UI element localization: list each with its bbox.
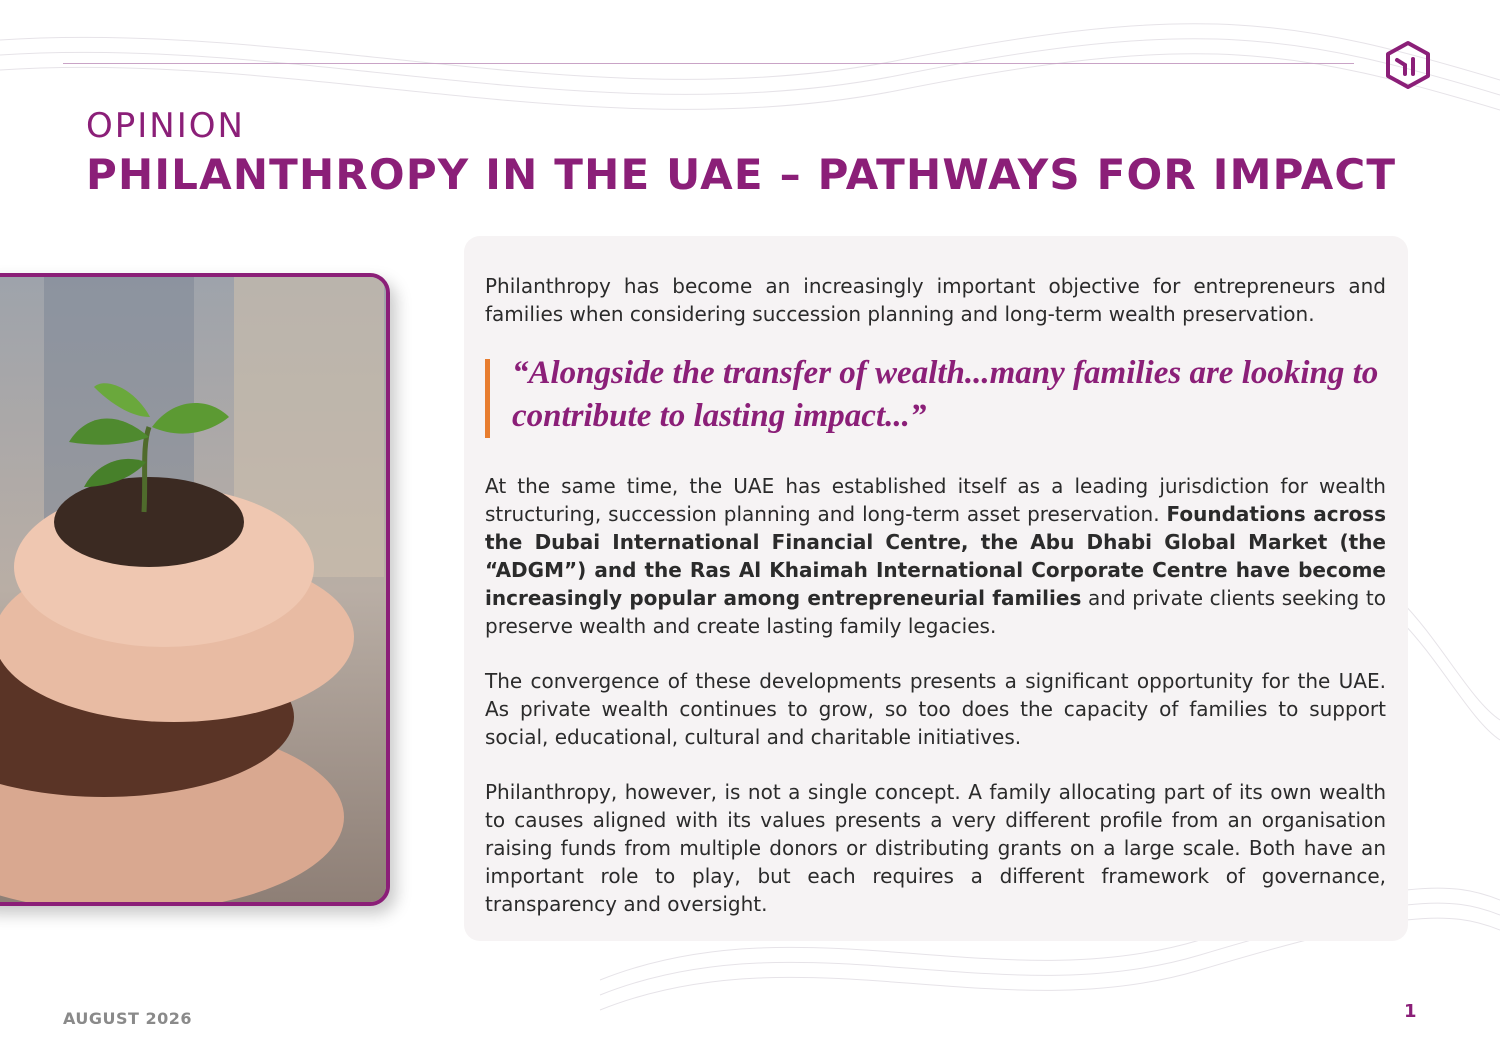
paragraph-2-bold: Foundations across the Dubai International Financial Centre, the Abu Dhabi Global Market (the “ADGM”) and the Ras Al Khaimah International Corporate Centre have become increasingly popular among entrepreneurial families xyxy=(485,502,1386,610)
paragraph-2-start: At the same time, the UAE has established itself as a leading jurisdiction for wealth structuring, succession planning and long-term asset preservation. xyxy=(485,474,1386,526)
article-card xyxy=(464,236,1408,941)
paragraph-2 xyxy=(485,472,1386,640)
paragraph-4: Philanthropy, however, is not a single concept. A family allocating part of its own wealth to causes aligned with its values presents a very different profile from an organisation raising funds from multiple donors or distributing grants on a large scale. Both have an important role to play, but each requires a different framework of governance, transparency and oversight. xyxy=(485,780,1386,916)
hexagon-logo-icon xyxy=(1383,40,1433,90)
seedling-in-hands-photo xyxy=(0,273,390,906)
paragraph-2-end: and private clients seeking to preserve wealth and create lasting family legacies. xyxy=(485,586,1386,638)
top-divider xyxy=(63,63,1354,64)
footer-date: AUGUST 2026 xyxy=(63,1009,193,1028)
page-number: 1 xyxy=(1404,1001,1417,1022)
page-title: PHILANTHROPY IN THE UAE – PATHWAYS FOR IMPACT xyxy=(86,150,1397,199)
intro-paragraph: Philanthropy has become an increasingly important objective for entrepreneurs and families when considering succession planning and long-term wealth preservation. xyxy=(485,274,1386,326)
section-kicker: OPINION xyxy=(86,106,245,146)
paragraph-3: The convergence of these developments presents a significant opportunity for the UAE. As private wealth continues to grow, so too does the capacity of families to support social, educational, cultural and charitable initiatives. xyxy=(485,669,1386,749)
quote-accent-bar xyxy=(485,359,490,438)
pull-quote xyxy=(485,352,1386,438)
pull-quote-text: “Alongside the transfer of wealth...many families are looking to contribute to lasting impact...” xyxy=(512,355,1379,434)
